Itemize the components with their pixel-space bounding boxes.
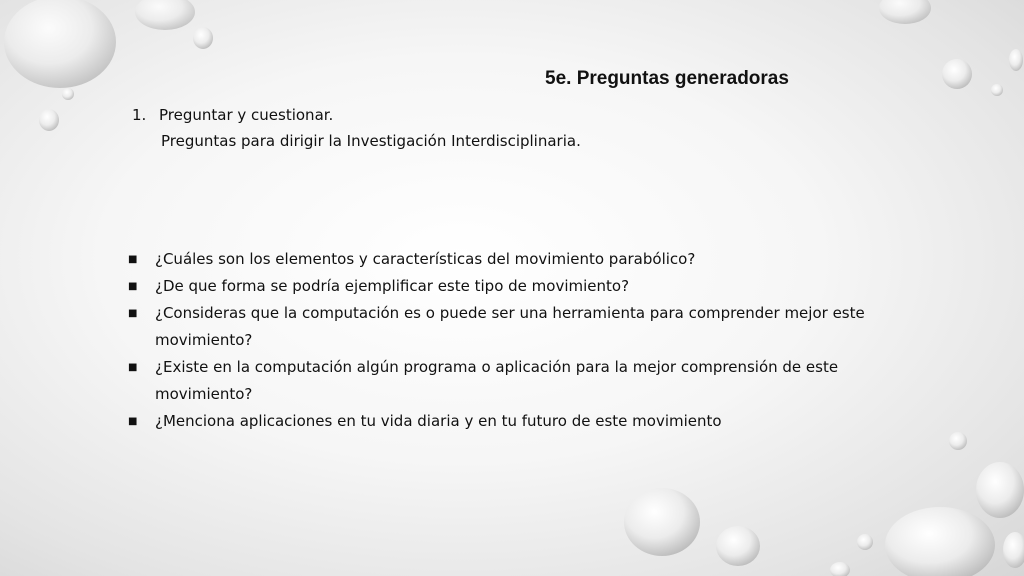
question-text: ¿De que forma se podría ejemplificar este tipo de movimiento? [155,277,630,295]
water-drop [624,488,700,556]
water-drop [1003,532,1024,568]
question-text: ¿Existe en la computación algún programa o aplicación para la mejor comprensión de este movimiento? [155,358,839,403]
slide-title: 5e. Preguntas generadoras [545,68,789,89]
water-drop [830,562,850,576]
question-item [128,354,888,408]
square-bullet-icon: ■ [128,308,138,319]
item-subtext: Preguntas para dirigir la Investigación Interdisciplinaria. [161,132,581,150]
question-item [128,273,888,300]
water-drop [4,0,116,88]
square-bullet-icon: ■ [128,281,138,292]
water-drop [879,0,931,24]
numbered-item [132,102,581,154]
square-bullet-icon: ■ [128,416,138,427]
water-drop [949,432,967,450]
question-item [128,300,888,354]
drop-group-top-right [879,0,1023,96]
question-item [128,246,888,273]
square-bullet-icon: ■ [128,362,138,373]
numbered-item-line [132,102,581,128]
question-item [128,408,888,435]
water-drop [39,109,59,131]
water-drop [885,507,995,576]
item-number: 1. [132,106,147,124]
water-drop [857,534,873,550]
question-text: ¿Cuáles son los elementos y características del movimiento parabólico? [155,250,696,268]
question-text: ¿Menciona aplicaciones en tu vida diaria y en tu futuro de este movimiento [155,412,722,430]
water-drop [976,462,1024,518]
water-drop [991,84,1003,96]
water-drop [942,59,972,89]
water-drop [193,27,213,49]
water-drop [716,526,760,566]
question-list [128,246,888,435]
square-bullet-icon: ■ [128,254,138,265]
drop-group-bottom-right [624,432,1024,576]
water-drop [62,88,74,100]
question-text: ¿Consideras que la computación es o puede ser una herramienta para comprender mejor este movimiento? [155,304,865,349]
water-drop [1009,49,1023,71]
item-text: Preguntar y cuestionar. [159,106,334,124]
water-drop [135,0,195,30]
